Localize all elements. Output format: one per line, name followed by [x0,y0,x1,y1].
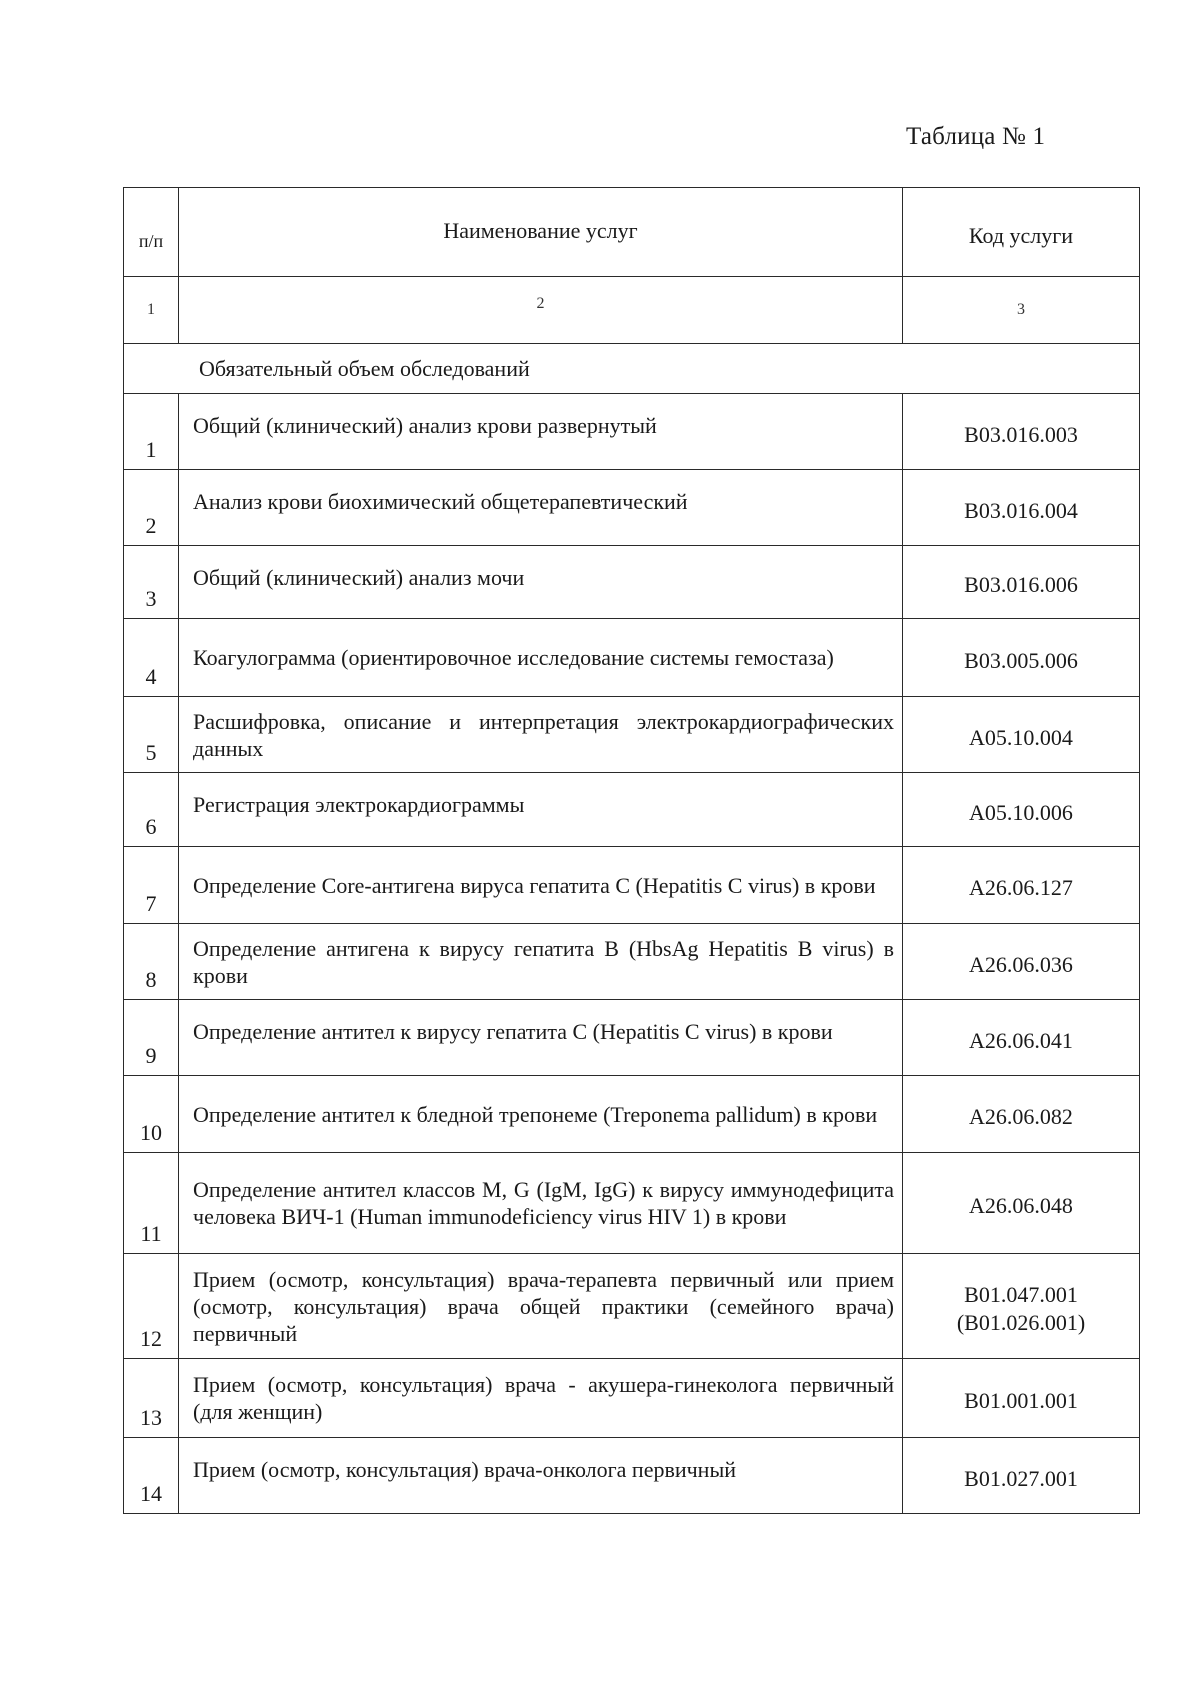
service-name: Определение Core-антигена вируса гепатита C (Hepatitis C virus) в крови [179,847,903,924]
service-name: Анализ крови биохимический общетерапевтический [179,470,903,546]
row-number: 11 [124,1153,179,1254]
column-index-1: 1 [124,277,179,344]
column-index-row [124,277,1140,344]
service-code: A26.06.036 [903,924,1140,1000]
service-name: Общий (клинический) анализ мочи [179,546,903,619]
service-code: B03.016.003 [903,394,1140,470]
service-code: B01.027.001 [903,1438,1140,1514]
row-number: 13 [124,1359,179,1438]
table-row [124,1438,1140,1514]
service-name: Регистрация электрокардиограммы [179,773,903,847]
row-number: 9 [124,1000,179,1076]
section-row [124,344,1140,394]
row-number: 4 [124,619,179,697]
row-number: 8 [124,924,179,1000]
service-code: A26.06.127 [903,847,1140,924]
service-code: A26.06.048 [903,1153,1140,1254]
service-name: Определение антител классов M, G (IgM, IgG) к вирусу иммунодефицита человека ВИЧ-1 (Human immunodeficiency virus HIV 1) в крови [179,1153,903,1254]
column-index-3: 3 [903,277,1140,344]
row-number: 14 [124,1438,179,1514]
service-code: B03.016.006 [903,546,1140,619]
table-row [124,1153,1140,1254]
row-number: 5 [124,697,179,773]
service-name: Прием (осмотр, консультация) врача - акушера-гинеколога первичный (для женщин) [179,1359,903,1438]
service-code: A26.06.041 [903,1000,1140,1076]
row-number: 3 [124,546,179,619]
header-name: Наименование услуг [179,188,903,277]
service-code: B03.005.006 [903,619,1140,697]
table-row [124,1359,1140,1438]
table-header-row [124,188,1140,277]
table-row [124,546,1140,619]
service-name: Расшифровка, описание и интерпретация электрокардиографических данных [179,697,903,773]
table-row [124,619,1140,697]
row-number: 7 [124,847,179,924]
service-code: A26.06.082 [903,1076,1140,1153]
table-row [124,1000,1140,1076]
column-index-2: 2 [179,277,903,344]
service-code: A05.10.006 [903,773,1140,847]
service-code: B01.047.001 [964,1282,1078,1307]
row-number: 6 [124,773,179,847]
table-row [124,470,1140,546]
service-code: A05.10.004 [903,697,1140,773]
table-row [124,1076,1140,1153]
table-row [124,394,1140,470]
table-title: Таблица № 1 [906,123,1046,150]
header-num: п/п [124,188,179,277]
service-name: Общий (клинический) анализ крови развернутый [179,394,903,470]
service-name: Определение антител к бледной трепонеме (Treponema pallidum) в крови [179,1076,903,1153]
row-number: 2 [124,470,179,546]
row-number: 10 [124,1076,179,1153]
table-row [124,697,1140,773]
service-name: Определение антигена к вирусу гепатита B (HbsAg Hepatitis B virus) в крови [179,924,903,1000]
service-name: Прием (осмотр, консультация) врача-терапевта первичный или прием (осмотр, консультация) врача общей практики (семейного врача) первичный [179,1254,903,1359]
header-code: Код услуги [903,188,1140,277]
services-table [123,187,1140,1514]
table-row [124,924,1140,1000]
service-name: Коагулограмма (ориентировочное исследование системы гемостаза) [179,619,903,697]
service-code-alt: (B01.026.001) [956,1310,1086,1335]
row-number: 1 [124,394,179,470]
row-number: 12 [124,1254,179,1359]
service-name: Прием (осмотр, консультация) врача-онколога первичный [179,1438,903,1514]
table-row [124,773,1140,847]
table-row [124,847,1140,924]
service-code: B01.001.001 [903,1359,1140,1438]
section-title: Обязательный объем обследований [124,344,1140,394]
service-code: B03.016.004 [903,470,1140,546]
table-row [124,1254,1140,1359]
service-name: Определение антител к вирусу гепатита C (Hepatitis C virus) в крови [179,1000,903,1076]
service-code-cell [903,1254,1140,1359]
